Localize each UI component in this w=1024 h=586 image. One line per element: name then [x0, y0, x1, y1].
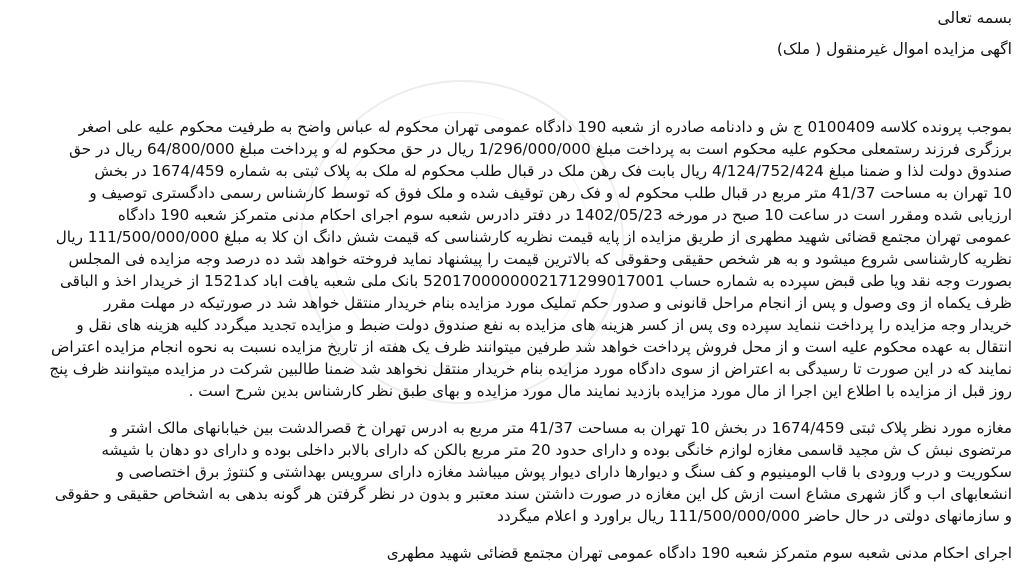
paragraph-1-line: بصورت وجه نقد ویا طی قبض سپرده به شماره حساب 5201700000002171299017001 بانک ملی شعبه یافت اباد کد1521 از خریدار اخذ و الباقی — [59, 272, 1012, 290]
paragraph-2-line: سکوریت و درب ورودی با قاب الومینیوم و کف سنگ و دیوارها دارای دیوار پوش میباشد مغازه دارای سرویس بهداشتی و کنتوژ برق اختصاصی و — [116, 463, 1012, 481]
paragraph-2-line: و سازمانهای دولتی در حال حاضر 111/500/000/000 ریال براورد و اعلام میگردد — [497, 507, 1012, 525]
paragraph-2-line: مرتضوی نبش ک ش مجید قاسمی مغازه لوازم خانگی بوده و دارای حدود 20 متر مربع بالکن که دارای بالابر داخلی بوده و دارای دو دهان با شیشه — [101, 441, 1012, 459]
paragraph-1-line: ارزیابی شده ومقرر است در ساعت 10 صبح در مورخه 1402/05/23 در دفتر دادرس شعبه سوم اجرای احکام مدنی متمرکز شعبه 190 دادگاه — [117, 206, 1012, 224]
paragraph-1-line: انتقال به عهده محکوم علیه است و از محل فروش پرداخت خواهد شد طرفین میتوانند ظرف یک هفته از تاریخ مزایده نسبت به نحوه انجام مزایده اعتراض — [51, 338, 1012, 356]
paragraph-1-line: ظرف یکماه از وی وصول و پس از انجام مراحل قانونی و صدور حکم تملیک مورد مزایده بنام خریدار منتقل خواهد شد در صورتیکه در مهلت مقرر — [104, 294, 1012, 312]
heading-bismillah: بسمه تعالی — [937, 9, 1012, 27]
paragraph-1-line: روز قبل از مزایده با اطلاع این اجرا از مال مورد مزایده بازدید نمایند مال مورد مزایده و بهای طبق نظر کارشناس بدین شرح است . — [188, 382, 1012, 400]
paragraph-1-line: بموجب پرونده کلاسه 0100409 ج ش و دادنامه صادره از شعبه 190 دادگاه عمومی تهران محکوم له عباس واضح به طرفیت محکوم علیه علی اصغر — [78, 118, 1012, 136]
paragraph-2-line: انشعابهای اب و گاز شهری مشاع است ازش کل این مغازه در صورت داشتن سند معتبر و بدون در نظر گرفتن هر گونه بدهی به اشخاص حقیقی و حقوقی — [54, 485, 1012, 503]
paragraph-1-line: عمومی تهران مجتمع قضائی شهید مطهری از طریق مزایده از پایه قیمت نظریه کارشناسی که قیمت شش دانگ ان کلا به مبلغ 111/500/000/000 ریال — [55, 228, 1012, 246]
paragraph-2-line: مغازه مورد نظر پلاک ثبتی 1674/459 در بخش 10 تهران به مساحت 41/37 متر مربع به ادرس تهران خ قصرالدشت بین خیابانهای مالک اشتر و — [110, 419, 1012, 437]
footer-office-line: اجرای احکام مدنی شعبه سوم متمرکز شعبه 190 دادگاه عمومی تهران مجتمع قضائی شهید مطهری — [386, 544, 1012, 562]
paragraph-1-line: برزگری فرزند رستمعلی محکوم علیه محکوم است به پرداخت مبلغ 1/296/000/000 ریال در حق محکوم له و پرداخت مبلغ 64/800/000 ریال در حق — [69, 140, 1012, 158]
paragraph-1-line: نظریه کارشناسی شروع میشود و به هر شخص حقیقی وحقوقی که بالاترین قیمت را پیشنهاد نماید فروخته خواهد شد ده درصد وجه مزایده فی المجلس — [68, 250, 1012, 268]
paragraph-1-line: نمایند که در این صورت تا رسیدگی به اعتراض از سوی دادگاه مورد مزایده بنام خریدار منتقل نخواهد شد ضمنا طالبین شرکت در مزایده میتوانند ظرف پنج — [49, 360, 1012, 378]
paragraph-1-line: 10 تهران به مساحت 41/37 متر مربع در قبال طلب محکوم له و فک رهن توقیف شده و ملک فوق که توسط کارشناس رسمی دادگستری توصیف و — [89, 184, 1012, 202]
paragraph-1-line: صندوق دولت لذا و ضمنا مبلغ 4/124/752/424 ریال بابت فک رهن ملک در قبال طلب محکوم له ملک به پلاک ثبتی به شماره 1674/459 در بخش — [94, 162, 1012, 180]
heading-notice-title: اگهی مزایده اموال غیرمنقول ( ملک) — [776, 40, 1012, 58]
paragraph-1-line: خریدار وجه مزایده را پرداخت ننماید سپرده وی پس از کسر هزینه های مزایده به نفع صندوق دولت ضبط و مزایده تجدید میگردد کلیه هزینه های نقل و — [76, 316, 1012, 334]
